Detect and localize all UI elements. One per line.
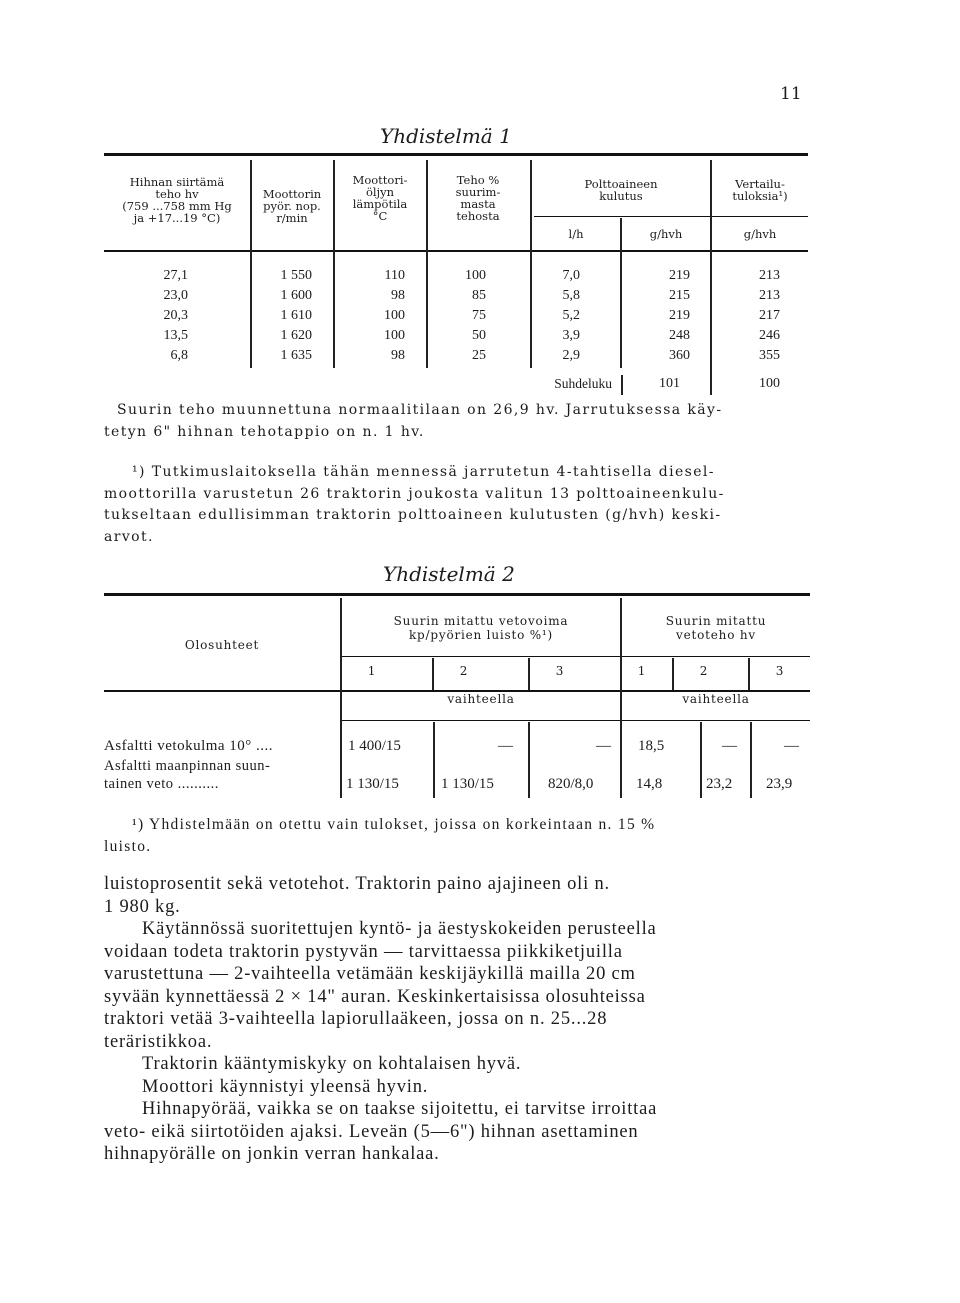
table2-cell: — bbox=[596, 738, 611, 754]
table1-footnote: ¹) Tutkimuslaitoksella tähän mennessä jarrutetun 4-tahtisella diesel- moottorilla varustetun 26 traktorin joukosta valitun 13 polttoaineenkulu- tukseltaan edullisimman traktorin polttoaineen kulutusten (g/hvh) keski- arvot. bbox=[104, 464, 725, 545]
body-line: voidaan todeta traktorin pystyvän — tarvittaessa piikkiketjuilla bbox=[104, 941, 623, 962]
gear-label-power: vaihteella bbox=[682, 692, 750, 706]
body-line: 1 980 kg. bbox=[104, 896, 181, 917]
table1-cell: 248 bbox=[669, 328, 690, 343]
table1-header-rpm: Moottorin pyör. nop. r/min bbox=[262, 187, 322, 225]
table1-cell: 1 610 bbox=[280, 308, 312, 323]
table2-cell: 1 130/15 bbox=[346, 776, 399, 792]
table1-cell: 1 550 bbox=[280, 268, 312, 283]
table1-cell: 213 bbox=[759, 268, 780, 283]
table2-row-label: tainen veto .......... bbox=[104, 776, 219, 792]
table1-cell: 85 bbox=[472, 288, 486, 303]
table2-cell: — bbox=[784, 738, 799, 754]
table2-subheader-rule bbox=[342, 656, 810, 657]
table2-cell: 1 130/15 bbox=[441, 776, 494, 792]
table2-row-label: Asfaltti vetokulma 10° .... bbox=[104, 738, 274, 754]
table2-divider bbox=[433, 722, 435, 798]
body-line: luistoprosentit sekä vetotehot. Traktorin paino ajajineen oli n. bbox=[104, 874, 610, 894]
table1-cell: 5,8 bbox=[562, 288, 580, 303]
table1-cell: 360 bbox=[669, 348, 690, 363]
table1-cell: 100 bbox=[465, 268, 486, 283]
table1-divider bbox=[621, 375, 623, 395]
body-line: Traktorin kääntymiskyky on kohtalaisen hyvä. bbox=[142, 1054, 522, 1074]
table1-cell: 2,9 bbox=[562, 348, 580, 363]
table1-cell: 98 bbox=[391, 348, 405, 363]
table1-header-fuel: Polttoaineen kulutus bbox=[584, 177, 658, 203]
body-line: Käytännössä suoritettujen kyntö- ja äestyskokeiden perusteella bbox=[142, 919, 657, 939]
ratio-label: Suhdeluku bbox=[554, 376, 612, 391]
table2-divider bbox=[750, 722, 752, 798]
table1-cell: 219 bbox=[669, 268, 690, 283]
table1-cell: 5,2 bbox=[562, 308, 580, 323]
table2-cell: 18,5 bbox=[638, 738, 665, 754]
gear-number: 1 bbox=[367, 664, 377, 678]
table1-note: Suurin teho muunnettuna normaalitilaan on 26,9 hv. Jarrutuksessa käy- tetyn 6" hihnan tehotappio on n. 1 hv. bbox=[104, 402, 723, 440]
table2-divider bbox=[528, 722, 530, 798]
table2-cell: — bbox=[498, 738, 513, 754]
ratio-value-fuel: 101 bbox=[659, 376, 680, 391]
table1-cell: 246 bbox=[759, 328, 780, 343]
table1-cell: 217 bbox=[759, 308, 780, 323]
table1-subheader-rule bbox=[534, 216, 808, 217]
body-line: Hihnapyörää, vaikka se on taakse sijoitettu, ei tarvitse irroittaa bbox=[142, 1099, 658, 1119]
table1-cell: 75 bbox=[472, 308, 486, 323]
table1-cell: 13,5 bbox=[163, 328, 188, 343]
table1-header-oil-temp: Moottori- öljyn lämpötila °C bbox=[352, 173, 408, 223]
table1-cell: 7,0 bbox=[562, 268, 580, 283]
table1-cell: 1 635 bbox=[280, 348, 312, 363]
body-line: veto- eikä siirtotöiden ajaksi. Leveän (5—6") hihnan asettaminen bbox=[104, 1121, 639, 1142]
table1-cell: 3,9 bbox=[562, 328, 580, 343]
table1-cell: 355 bbox=[759, 348, 780, 363]
gear-number: 2 bbox=[459, 664, 469, 678]
table1-cell: 100 bbox=[384, 328, 405, 343]
gear-number: 3 bbox=[555, 664, 565, 678]
table1-header-compare-ghvh: g/hvh bbox=[743, 227, 777, 241]
table1-cell: 1 600 bbox=[280, 288, 312, 303]
table2-row-label: Asfaltti maanpinnan suun- bbox=[104, 758, 271, 774]
table1-cell: 219 bbox=[669, 308, 690, 323]
ratio-value-compare: 100 bbox=[759, 376, 780, 391]
table1-cell: 213 bbox=[759, 288, 780, 303]
table1-header-rule bbox=[104, 250, 808, 252]
table1-header-power: Hihnan siirtämä teho hv (759 ...758 mm Hg ja +17...19 °C) bbox=[122, 175, 232, 225]
table2-header-conditions: Olosuhteet bbox=[184, 638, 260, 652]
table1-cell: 50 bbox=[472, 328, 486, 343]
table1-header-fuel-lh: l/h bbox=[568, 227, 584, 241]
gear-number: 3 bbox=[775, 664, 785, 678]
table2-top-rule bbox=[104, 593, 810, 596]
table2-gear-rule bbox=[342, 720, 810, 721]
table1-cell: 20,3 bbox=[163, 308, 188, 323]
table1-cell: 98 bbox=[391, 288, 405, 303]
table1-cell: 27,1 bbox=[163, 268, 188, 283]
table2-cell: 23,9 bbox=[766, 776, 793, 792]
table1-header-power-percent: Teho % suurim- masta tehosta bbox=[455, 173, 501, 223]
page-number: 11 bbox=[780, 84, 802, 104]
table2-cell: 14,8 bbox=[636, 776, 663, 792]
body-line: traktori vetää 3-vaihteella lapiorullaäkeen, jossa on n. 25...28 bbox=[104, 1009, 608, 1029]
table2-cell: 1 400/15 bbox=[348, 738, 401, 754]
table2-cell: 23,2 bbox=[706, 776, 733, 792]
table1-header-fuel-ghvh: g/hvh bbox=[649, 227, 683, 241]
table1-cell: 25 bbox=[472, 348, 486, 363]
body-line: teräristikkoa. bbox=[104, 1031, 213, 1052]
table1-cell: 215 bbox=[669, 288, 690, 303]
gear-number: 1 bbox=[637, 664, 647, 678]
body-text bbox=[104, 873, 657, 1166]
table1-cell: 110 bbox=[384, 268, 405, 283]
table2-caption: Yhdistelmä 2 bbox=[383, 562, 515, 586]
table1-top-rule bbox=[104, 153, 808, 156]
table1-header-compare: Vertailu- tuloksia¹) bbox=[732, 177, 788, 203]
gear-label-pull: vaihteella bbox=[447, 692, 515, 706]
table1-cell: 6,8 bbox=[170, 348, 188, 363]
table2-divider bbox=[700, 722, 702, 798]
gear-number: 2 bbox=[699, 664, 709, 678]
table2-cell: 820/8,0 bbox=[548, 776, 594, 792]
table2-header-power: Suurin mitattu vetoteho hv bbox=[665, 614, 767, 642]
table1-cell: 23,0 bbox=[163, 288, 188, 303]
body-line: syvään kynnettäessä 2 × 14" auran. Keskinkertaisissa olosuhteissa bbox=[104, 986, 646, 1007]
table2-header-pull: Suurin mitattu vetovoima kp/pyörien luisto %¹) bbox=[393, 614, 569, 642]
table2-cell: — bbox=[722, 738, 737, 754]
body-line: varustettuna — 2-vaihteella vetämään keskijäykillä mailla 20 cm bbox=[104, 964, 636, 984]
table1-caption: Yhdistelmä 1 bbox=[380, 124, 512, 148]
body-line: hihnapyörälle on jonkin verran hankalaa. bbox=[104, 1144, 440, 1164]
table2-footnote: ¹) Yhdistelmään on otettu vain tulokset, joissa on korkeintaan n. 15 % luisto. bbox=[104, 816, 656, 855]
table1-cell: 100 bbox=[384, 308, 405, 323]
body-line: Moottori käynnistyi yleensä hyvin. bbox=[142, 1076, 429, 1097]
table1-cell: 1 620 bbox=[280, 328, 312, 343]
